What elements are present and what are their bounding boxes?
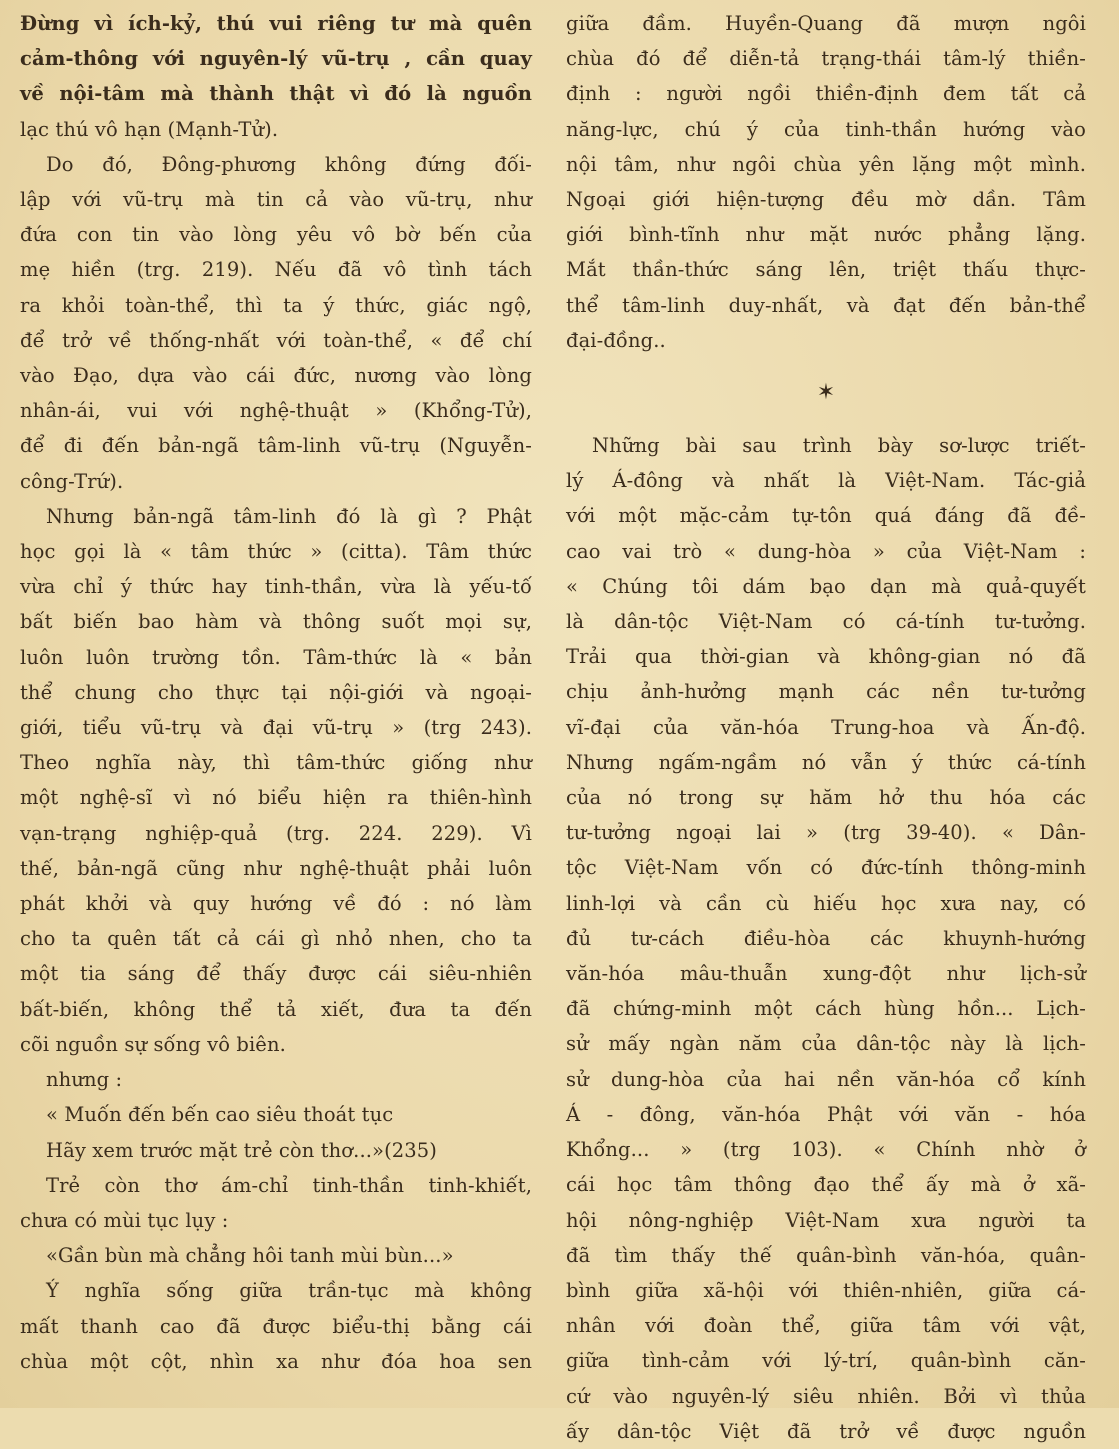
text-line: Ý nghĩa sống giữa trần-tục mà không bbox=[46, 1279, 532, 1303]
text-line: mất thanh cao đã được biểu-thị bằng cái bbox=[20, 1314, 532, 1338]
text-line: Đừng vì ích-kỷ, thú vui riêng tư mà quên bbox=[20, 12, 532, 35]
text-line: chưa có mùi tục lụy : bbox=[20, 1208, 229, 1232]
text-line: Á - đông, văn-hóa Phật với văn - hóa bbox=[566, 1102, 1086, 1126]
text-line: công-Trứ). bbox=[20, 469, 124, 493]
text-line: cứ vào nguyên-lý siêu nhiên. Bởi vì thủa bbox=[566, 1384, 1086, 1408]
paragraph bbox=[20, 6, 532, 112]
text-line: một nghệ-sĩ vì nó biểu hiện ra thiên-hình bbox=[20, 786, 532, 810]
text-line: cảm-thông với nguyên-lý vũ-trụ , cần quay bbox=[20, 47, 532, 71]
text-line: Hãy xem trước mặt trẻ còn thơ...»(235) bbox=[46, 1138, 438, 1162]
text-line: giữa đầm. Huyền-Quang đã mượn ngôi bbox=[566, 12, 1086, 35]
paragraph bbox=[566, 428, 1086, 1449]
paragraph bbox=[20, 1062, 532, 1097]
text-line: hội nông-nghiệp Việt-Nam xưa người ta bbox=[566, 1208, 1086, 1232]
text-line: là dân-tộc Việt-Nam có cá-tính tư-tưởng. bbox=[566, 610, 1086, 634]
text-line: linh-lợi và cần cù hiếu học xưa nay, có bbox=[566, 891, 1086, 915]
text-line: đại-đồng.. bbox=[566, 328, 666, 352]
text-line: lạc thú vô hạn (Mạnh-Tử). bbox=[20, 117, 279, 141]
verse-line bbox=[20, 1133, 532, 1168]
text-line: với một mặc-cảm tự-tôn quá đáng đã đề- bbox=[566, 504, 1086, 528]
text-line: Trẻ còn thơ ám-chỉ tinh-thần tinh-khiết, bbox=[46, 1173, 532, 1197]
paragraph bbox=[20, 1027, 532, 1062]
text-line: nhân với đoàn thể, giữa tâm với vật, bbox=[566, 1314, 1086, 1338]
text-line: «Gần bùn mà chẳng hôi tanh mùi bùn...» bbox=[46, 1244, 454, 1268]
text-line: Nhưng bản-ngã tâm-linh đó là gì ? Phật bbox=[46, 504, 532, 528]
text-line: Mắt thần-thức sáng lên, triệt thấu thực- bbox=[566, 258, 1086, 282]
text-line: Khổng... » (trg 103). « Chính nhờ ở bbox=[566, 1138, 1086, 1162]
text-line: mẹ hiền (trg. 219). Nếu đã vô tình tách bbox=[20, 258, 532, 282]
text-line: giới, tiểu vũ-trụ và đại vũ-trụ » (trg 243). bbox=[20, 716, 532, 740]
verse-line bbox=[20, 1097, 532, 1132]
text-line: ra khỏi toàn-thể, thì ta ý thức, giác ngộ, bbox=[20, 293, 532, 317]
paragraph bbox=[20, 147, 532, 464]
text-line: Do đó, Đông-phương không đứng đối- bbox=[46, 152, 532, 176]
paragraph bbox=[20, 1168, 532, 1203]
text-line: bất-biến, không thể tả xiết, đưa ta đến bbox=[20, 997, 532, 1021]
text-line: giữa tình-cảm với lý-trí, quân-bình căn- bbox=[566, 1349, 1086, 1373]
text-line: cái học tâm thông đạo thể ấy mà ở xã- bbox=[566, 1173, 1086, 1197]
text-line: vạn-trạng nghiệp-quả (trg. 224. 229). Vì bbox=[20, 821, 532, 845]
text-line: để trở về thống-nhất với toàn-thể, « để chí bbox=[20, 328, 532, 352]
text-line: chùa một cột, nhìn xa như đóa hoa sen bbox=[20, 1349, 532, 1373]
text-line: « Chúng tôi dám bạo dạn mà quả-quyết bbox=[566, 574, 1086, 598]
text-line: Trải qua thời-gian và không-gian nó đã bbox=[566, 645, 1086, 669]
text-line: vừa chỉ ý thức hay tinh-thần, vừa là yếu-tố bbox=[20, 575, 532, 599]
text-line: luôn luôn trường tồn. Tâm-thức là « bản bbox=[20, 645, 532, 669]
verse-line bbox=[20, 1238, 532, 1273]
text-line: lập với vũ-trụ mà tin cả vào vũ-trụ, như bbox=[20, 188, 532, 212]
section-separator-icon: ✶ bbox=[816, 380, 836, 406]
text-line: Ngoại giới hiện-tượng đều mờ dần. Tâm bbox=[566, 188, 1086, 212]
text-line: chịu ảnh-hưởng mạnh các nền tư-tưởng bbox=[566, 680, 1086, 704]
text-line: năng-lực, chú ý của tinh-thần hướng vào bbox=[566, 117, 1086, 141]
text-line: thể tâm-linh duy-nhất, và đạt đến bản-thể bbox=[566, 293, 1086, 317]
text-line: phát khởi và quy hướng về đó : nó làm bbox=[20, 892, 532, 916]
text-line: về nội-tâm mà thành thật vì đó là nguồn bbox=[20, 82, 532, 106]
text-line: đủ tư-cách điều-hòa các khuynh-hướng bbox=[566, 926, 1086, 950]
text-line: bình giữa xã-hội với thiên-nhiên, giữa cá- bbox=[566, 1278, 1086, 1302]
text-line: nội tâm, như ngôi chùa yên lặng một mình. bbox=[566, 152, 1086, 176]
text-line: thế, bản-ngã cũng như nghệ-thuật phải luôn bbox=[20, 856, 532, 880]
text-line: lý Á-đông và nhất là Việt-Nam. Tác-giả bbox=[566, 469, 1086, 493]
text-line: giới bình-tĩnh như mặt nước phẳng lặng. bbox=[566, 223, 1086, 247]
paragraph bbox=[20, 112, 532, 147]
text-line: Theo nghĩa này, thì tâm-thức giống như bbox=[20, 751, 532, 775]
text-line: « Muốn đến bến cao siêu thoát tục bbox=[46, 1103, 394, 1127]
text-line: tư-tưởng ngoại lai » (trg 39-40). « Dân- bbox=[566, 821, 1086, 845]
text-line: sử dung-hòa của hai nền văn-hóa cổ kính bbox=[566, 1067, 1086, 1091]
text-line: đứa con tin vào lòng yêu vô bờ bến của bbox=[20, 223, 532, 247]
text-line: để đi đến bản-ngã tâm-linh vũ-trụ (Nguyễn- bbox=[20, 434, 532, 458]
text-line: văn-hóa mâu-thuẫn xung-đột như lịch-sử bbox=[566, 962, 1086, 986]
text-line: tộc Việt-Nam vốn có đức-tính thông-minh bbox=[566, 856, 1086, 880]
right-column bbox=[566, 6, 1086, 1449]
text-line: cõi nguồn sự sống vô biên. bbox=[20, 1032, 286, 1056]
text-line: nhân-ái, vui với nghệ-thuật » (Khổng-Tử), bbox=[20, 399, 532, 423]
text-line: ấy dân-tộc Việt đã trở về được nguồn bbox=[566, 1419, 1086, 1443]
paragraph bbox=[20, 1273, 532, 1379]
paragraph bbox=[20, 1203, 532, 1238]
left-column bbox=[20, 6, 532, 1379]
paragraph bbox=[20, 464, 532, 499]
text-line: vào Đạo, dựa vào cái đức, nương vào lòng bbox=[20, 364, 532, 388]
text-line: cho ta quên tất cả cái gì nhỏ nhen, cho ta bbox=[20, 927, 532, 951]
text-line: Nhưng ngấm-ngầm nó vẫn ý thức cá-tính bbox=[566, 750, 1086, 774]
paragraph bbox=[566, 323, 1086, 358]
text-line: thể chung cho thực tại nội-giới và ngoại- bbox=[20, 680, 532, 704]
text-line: sử mấy ngàn năm của dân-tộc này là lịch- bbox=[566, 1032, 1086, 1056]
text-line: Những bài sau trình bày sơ-lược triết- bbox=[592, 434, 1086, 458]
text-line: đã tìm thấy thế quân-bình văn-hóa, quân- bbox=[566, 1243, 1086, 1267]
paragraph bbox=[20, 499, 532, 1027]
paragraph bbox=[566, 6, 1086, 323]
text-line: vĩ-đại của văn-hóa Trung-hoa và Ấn-độ. bbox=[566, 715, 1086, 739]
text-line: của nó trong sự hăm hở thu hóa các bbox=[566, 786, 1086, 810]
text-line: chùa đó để diễn-tả trạng-thái tâm-lý thiền- bbox=[566, 47, 1086, 71]
text-line: cao vai trò « dung-hòa » của Việt-Nam : bbox=[566, 539, 1086, 563]
text-line: đã chứng-minh một cách hùng hồn... Lịch- bbox=[566, 997, 1086, 1021]
text-line: nhưng : bbox=[46, 1068, 123, 1092]
text-line: định : người ngồi thiền-định đem tất cả bbox=[566, 82, 1086, 106]
text-line: học gọi là « tâm thức » (citta). Tâm thức bbox=[20, 540, 532, 564]
text-line: bất biến bao hàm và thông suốt mọi sự, bbox=[20, 610, 532, 634]
text-line: một tia sáng để thấy được cái siêu-nhiên bbox=[20, 962, 532, 986]
